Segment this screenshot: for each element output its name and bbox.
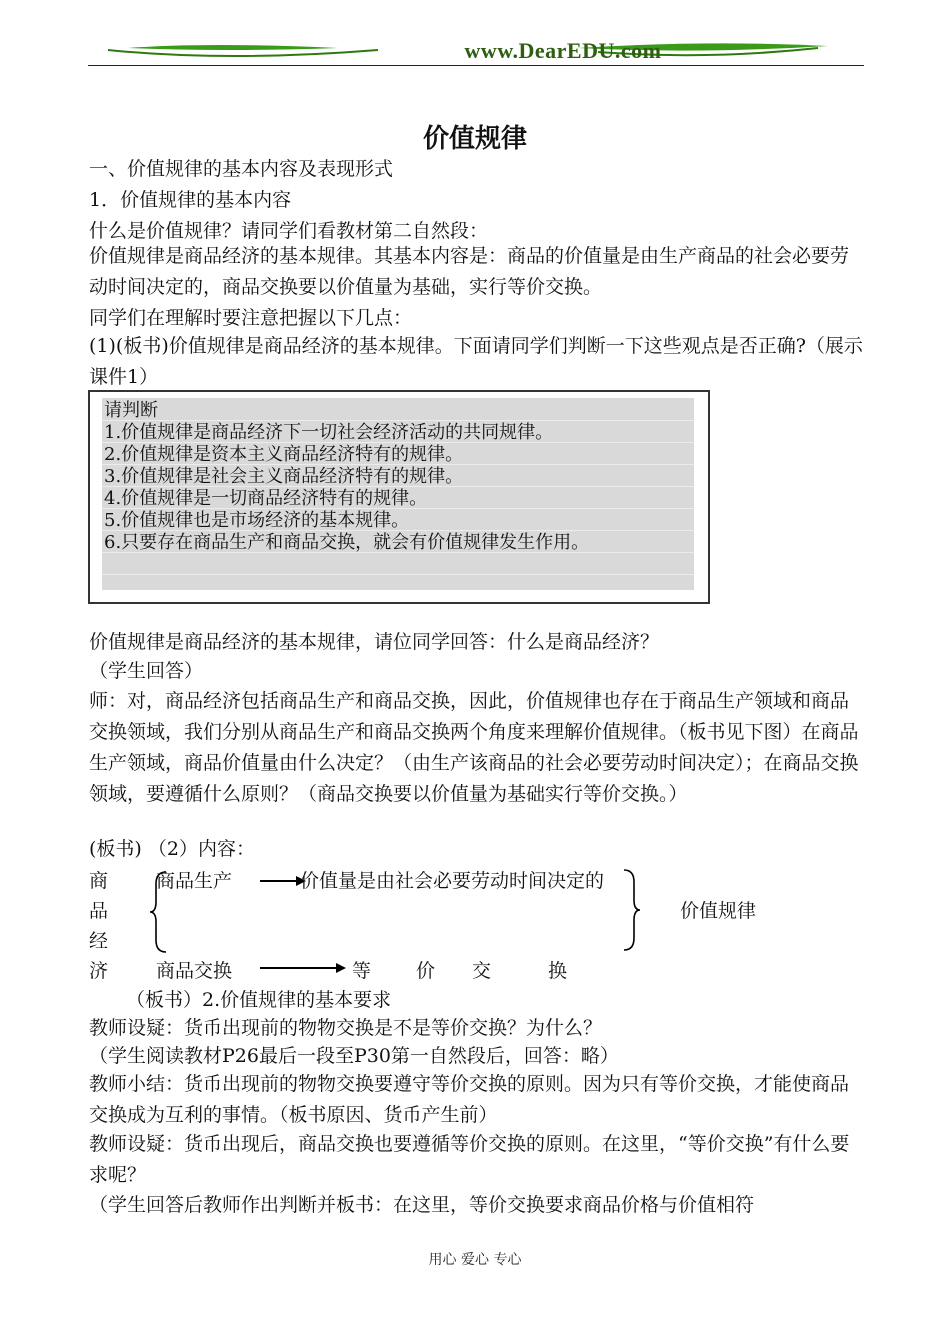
student-reading-note: （学生阅读教材P26最后一段至P30第一自然段后，回答：略） — [89, 1045, 619, 1067]
question-line: 价值规律是商品经济的基本规律，请位同学回答：什么是商品经济？ — [89, 631, 660, 653]
point-one-paragraph: (1)(板书)价值规律是商品经济的基本规律。下面请同学们判断一下这些观点是否正确?（展示课件1） — [89, 335, 863, 388]
judgement-heading: 请判断 — [104, 400, 158, 421]
site-logo-text: www.DearEDU.com — [464, 38, 662, 63]
judgement-item: 6.只要存在商品生产和商品交换，就会有价值规律发生作用。 — [104, 532, 590, 553]
diagram-exchange-char: 价 — [416, 960, 436, 982]
board-label: (板书) （2）内容： — [89, 838, 255, 860]
judgement-item: 4.价值规律是一切商品经济特有的规律。 — [104, 488, 428, 509]
page-footer: 用心 爱心 专心 — [428, 1252, 522, 1268]
judgement-item: 2.价值规律是资本主义商品经济特有的规律。 — [104, 444, 464, 465]
judgement-item: 3.价值规律是社会主义商品经济特有的规律。 — [104, 466, 464, 487]
diagram-conclusion: 价值规律 — [680, 900, 757, 922]
page-header — [88, 36, 864, 70]
teacher-question-2: 教师设疑：货币出现后，商品交换也要遵循等价交换的原则。在这里，“等价交换”有什么要求呢？ — [89, 1133, 850, 1186]
board-heading-2: （板书）2.价值规律的基本要求 — [126, 989, 392, 1011]
teacher-summary: 教师小结：货币出现前的物物交换要遵守等价交换的原则。因为只有等价交换，才能使商品交换成为互利的事情。（板书原因、货币产生前） — [89, 1073, 850, 1126]
note-line: 同学们在理解时要注意把握以下几点： — [89, 307, 413, 329]
page-title: 价值规律 — [422, 124, 527, 154]
arrow-right-icon — [336, 963, 346, 973]
definition-paragraph: 价值规律是商品经济的基本规律。其基本内容是：商品的价值量是由生产商品的社会必要劳动时间决定的，商品交换要以价值量为基础，实行等价交换。 — [89, 245, 850, 298]
subsection-heading: 1．价值规律的基本内容 — [89, 189, 292, 211]
diagram-production-result: 价值量是由社会必要劳动时间决定的 — [300, 870, 605, 892]
diagram-left-char: 品 — [89, 900, 109, 922]
judgement-item: 1.价值规律是商品经济下一切社会经济活动的共同规律。 — [104, 422, 554, 443]
diagram-left-char: 济 — [89, 960, 109, 982]
teacher-question: 教师设疑：货币出现前的物物交换是不是等价交换？为什么？ — [89, 1017, 603, 1039]
diagram-left-char: 商 — [89, 870, 109, 892]
student-answer-board: （学生回答后教师作出判断并板书：在这里，等价交换要求商品价格与价值相符 — [89, 1194, 755, 1216]
header-rule — [88, 65, 864, 66]
section-heading-1: 一、价值规律的基本内容及表现形式 — [89, 158, 394, 180]
right-brace-icon — [620, 868, 642, 952]
diagram-left-char: 经 — [89, 930, 109, 952]
judgement-item: 5.价值规律也是市场经济的基本规律。 — [104, 510, 410, 531]
diagram-exchange-char: 等 — [352, 960, 372, 982]
diagram-exchange-char: 交 — [472, 960, 492, 982]
diagram-exchange-char: 换 — [548, 960, 568, 982]
diagram-arrow — [260, 880, 298, 882]
question-line: 什么是价值规律？请同学们看教材第二自然段： — [89, 220, 489, 242]
diagram-exchange-label: 商品交换 — [156, 960, 233, 982]
judgement-slide-box — [88, 390, 710, 604]
teacher-paragraph: 师：对，商品经济包括商品生产和商品交换，因此，价值规律也存在于商品生产领域和商品交换领域，我们分别从商品生产和商品交换两个角度来理解价值规律。（板书见下图）在商品生产领域，商品价值量由什么决定？（由生产该商品的社会必要劳动时间决定）；在商品交换领域，要遵循什么原则？（商品交换要以价值量为基础实行等价交换。） — [89, 690, 859, 805]
diagram-production-label: 商品生产 — [156, 870, 233, 892]
student-answer-note: （学生回答） — [89, 660, 204, 682]
diagram-arrow — [260, 967, 338, 969]
